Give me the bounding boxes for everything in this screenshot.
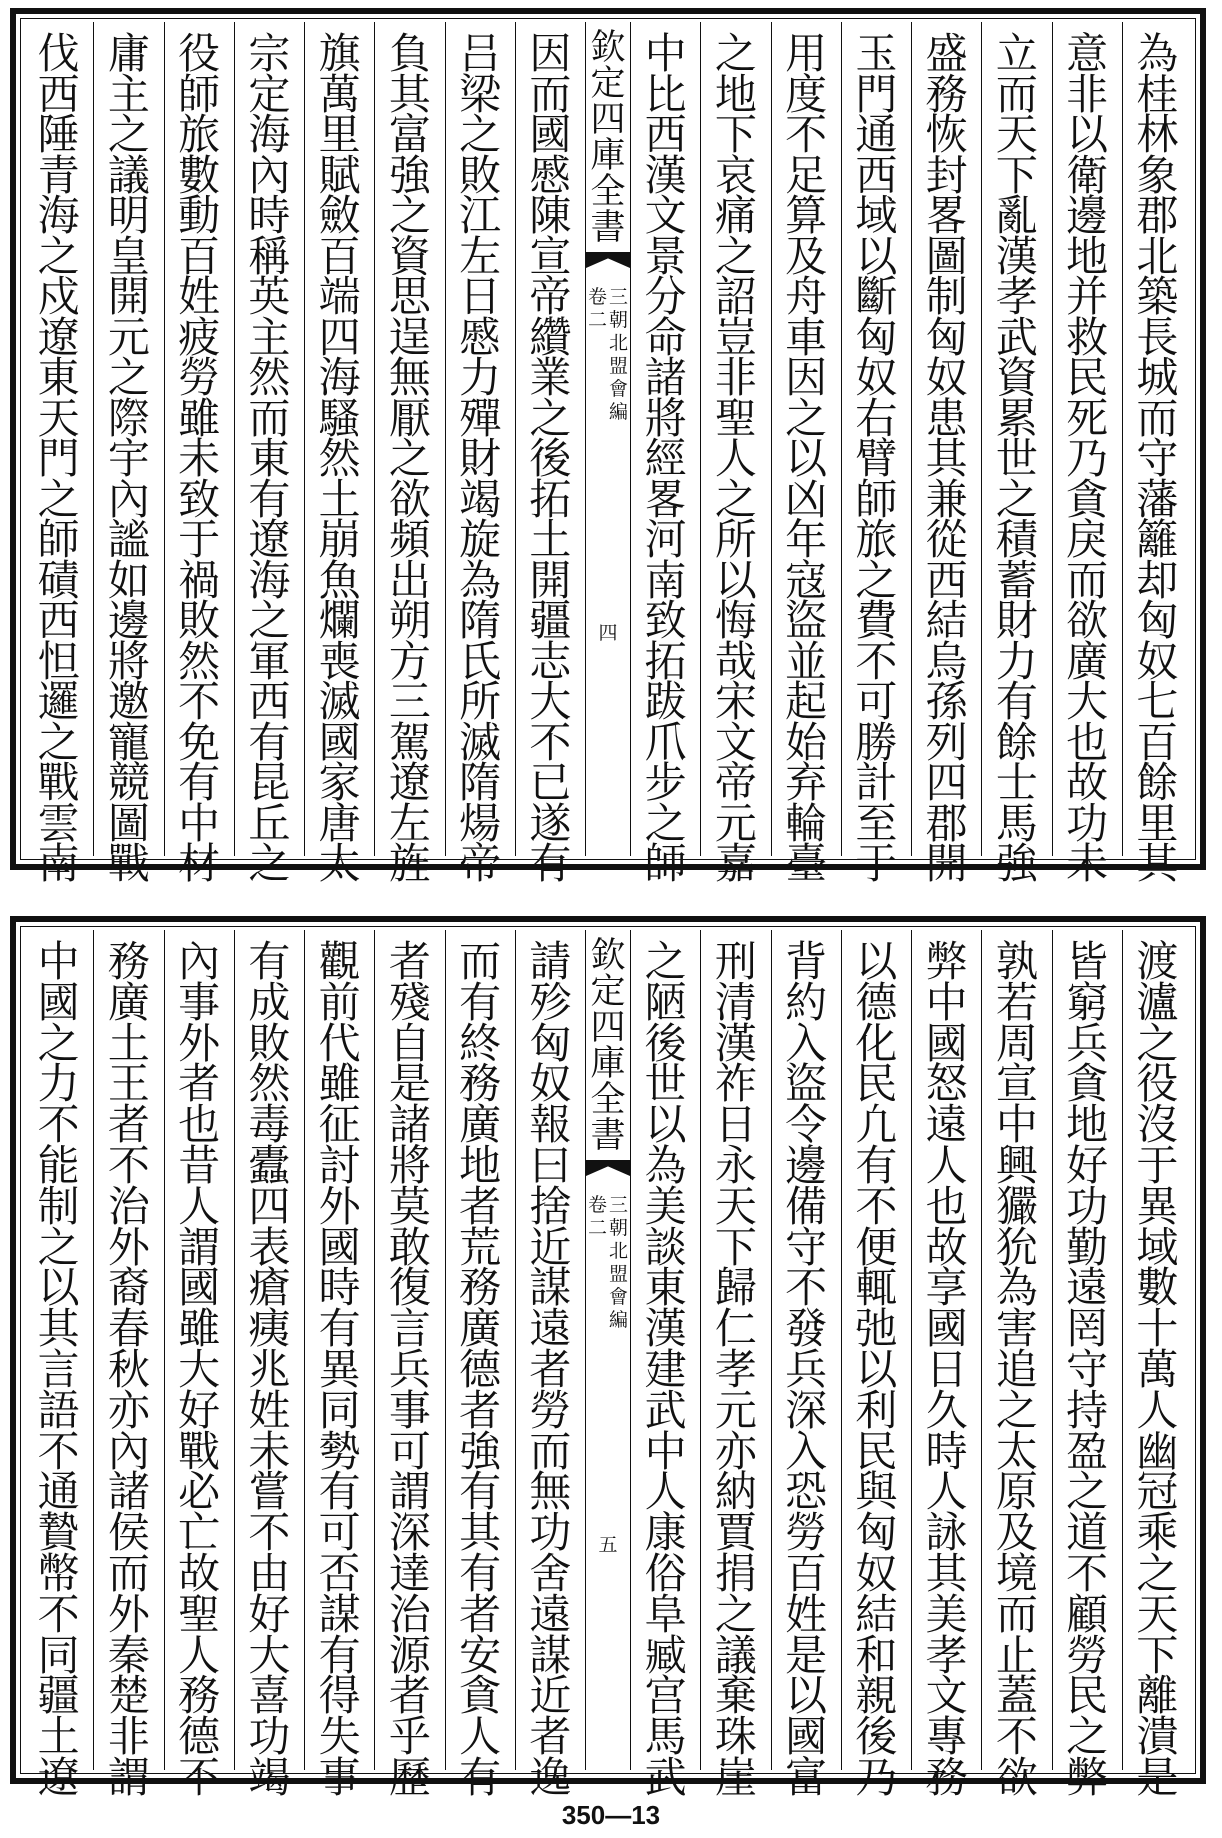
text-column: 背 約 入 盜 令 邊 備 守 不 發 兵 深 入 恐 勞 百 姓 是 以 國 富 — [771, 930, 841, 1770]
book-name: 三 朝 北 盟 會 編 — [609, 1194, 629, 1331]
page-number: 四 — [598, 622, 618, 644]
text-column: 孰 若 周 宣 中 興 玁 狁 為 害 追 之 太 原 及 境 而 止 蓋 不 欲 — [981, 930, 1051, 1770]
header-title: 欽 定 四 庫 全 書 — [590, 28, 626, 248]
text-column: 因 而 國 慼 陳 宣 帝 纘 業 之 後 拓 土 開 疆 志 大 不 已 遂 有 — [515, 22, 585, 856]
text-column: 盛 務 恢 封 畧 圖 制 匈 奴 患 其 兼 從 西 結 烏 孫 列 四 郡 開 — [911, 22, 981, 856]
fish-tail-mark — [586, 1160, 630, 1188]
volume-label: 卷 二 — [587, 286, 607, 331]
fish-tail-mark — [586, 252, 630, 280]
text-column: 用 度 不 足 算 及 舟 車 因 之 以 凶 年 寇 盜 並 起 始 弃 輪 臺 — [771, 22, 841, 856]
book-label — [588, 1194, 628, 1332]
text-column: 弊 中 國 怒 遠 人 也 故 享 國 日 久 時 人 詠 其 美 孝 文 專 務 — [911, 930, 981, 1770]
book-name: 三 朝 北 盟 會 編 — [609, 286, 629, 423]
text-column: 者 殘 自 是 諸 將 莫 敢 復 言 兵 事 可 謂 深 達 治 源 者 乎 歷 — [374, 930, 444, 1770]
text-column: 伐 西 陲 青 海 之 戍 遼 東 天 門 之 師 磧 西 怛 邏 之 戰 雲 南 — [37, 29, 80, 888]
center-fold — [585, 22, 630, 856]
text-column: 請 殄 匈 奴 報 曰 捨 近 謀 遠 者 勞 而 無 功 舍 遠 謀 近 者 逸 — [515, 930, 585, 1770]
book-label — [588, 286, 628, 424]
text-column: 而 有 終 務 廣 地 者 荒 務 廣 德 者 強 有 其 有 者 安 貪 人 有 — [445, 930, 515, 1770]
text-column: 中 比 西 漢 文 景 分 命 諸 將 經 畧 河 南 致 拓 跋 爪 步 之 師 — [630, 22, 700, 856]
center-fold — [585, 930, 630, 1770]
page-number: 五 — [598, 1534, 618, 1556]
text-column: 玉 門 通 西 域 以 斷 匈 奴 右 臂 師 旅 之 費 不 可 勝 計 至 于 — [841, 22, 911, 856]
text-column: 之 地 下 哀 痛 之 詔 豈 非 聖 人 之 所 以 悔 哉 宋 文 帝 元 嘉 — [700, 22, 770, 856]
text-column: 觀 前 代 雖 征 討 外 國 時 有 異 同 勢 有 可 否 謀 有 得 失 事 — [304, 930, 374, 1770]
text-column: 宗 定 海 內 時 稱 英 主 然 而 東 有 遼 海 之 軍 西 有 昆 丘 之 — [234, 22, 304, 856]
text-column: 以 德 化 民 凢 有 不 便 輒 弛 以 利 民 與 匈 奴 結 和 親 後 乃 — [841, 930, 911, 1770]
text-column: 中 國 之 力 不 能 制 之 以 其 言 語 不 通 贄 幣 不 同 疆 土 遼 — [37, 937, 80, 1802]
text-column: 意 非 以 衛 邊 地 并 救 民 死 乃 貪 戾 而 欲 廣 大 也 故 功 未 — [1052, 22, 1122, 856]
page-top — [10, 8, 1206, 888]
columns-top — [24, 22, 1192, 888]
text-column: 吕 梁 之 敗 江 左 日 慼 力 殫 財 竭 旋 為 隋 氏 所 滅 隋 煬 帝 — [445, 22, 515, 856]
volume-label: 卷 二 — [587, 1194, 607, 1239]
text-column: 渡 瀘 之 役 沒 于 異 域 數 十 萬 人 幽 冠 乘 之 天 下 離 潰 是 — [1122, 930, 1192, 1770]
page-footer-number: 350—13 — [561, 1800, 661, 1830]
text-column: 立 而 天 下 亂 漢 孝 武 資 累 世 之 積 蓄 財 力 有 餘 士 馬 強 — [981, 22, 1051, 856]
columns-bottom — [24, 930, 1192, 1802]
text-column: 庸 主 之 議 明 皇 開 元 之 際 宇 內 謐 如 邊 將 邀 寵 競 圖 戰 — [93, 22, 163, 856]
text-column: 役 師 旅 數 動 百 姓 疲 勞 雖 未 致 于 禍 敗 然 不 免 有 中 材 — [164, 22, 234, 856]
text-column: 旗 萬 里 賦 斂 百 端 四 海 騷 然 土 崩 魚 爛 喪 滅 國 家 唐 太 — [304, 22, 374, 856]
text-column: 皆 窮 兵 貪 地 好 功 勤 遠 罔 守 持 盈 之 道 不 顧 勞 民 之 弊 — [1052, 930, 1122, 1770]
text-column: 有 成 敗 然 毒 蠹 四 表 瘡 痍 兆 姓 未 嘗 不 由 好 大 喜 功 竭 — [234, 930, 304, 1770]
text-column: 刑 清 漢 祚 日 永 天 下 歸 仁 孝 元 亦 納 賈 捐 之 議 棄 珠 崖 — [700, 930, 770, 1770]
text-column: 為 桂 林 象 郡 北 築 長 城 而 守 藩 籬 却 匈 奴 七 百 餘 里 其 — [1122, 22, 1192, 856]
text-column: 負 其 富 強 之 資 思 逞 無 厭 之 欲 頻 出 朔 方 三 駕 遼 左 旌 — [374, 22, 444, 856]
text-column: 內 事 外 者 也 昔 人 謂 國 雖 大 好 戰 必 亡 故 聖 人 務 德 不 — [164, 930, 234, 1770]
text-column: 務 廣 土 王 者 不 治 外 裔 春 秋 亦 內 諸 侯 而 外 秦 楚 非 謂 — [93, 930, 163, 1770]
header-title: 欽 定 四 庫 全 書 — [590, 936, 626, 1156]
page-bottom — [10, 916, 1206, 1802]
text-column: 之 陋 後 世 以 為 美 談 東 漢 建 武 中 人 康 俗 阜 臧 宫 馬 武 — [630, 930, 700, 1770]
